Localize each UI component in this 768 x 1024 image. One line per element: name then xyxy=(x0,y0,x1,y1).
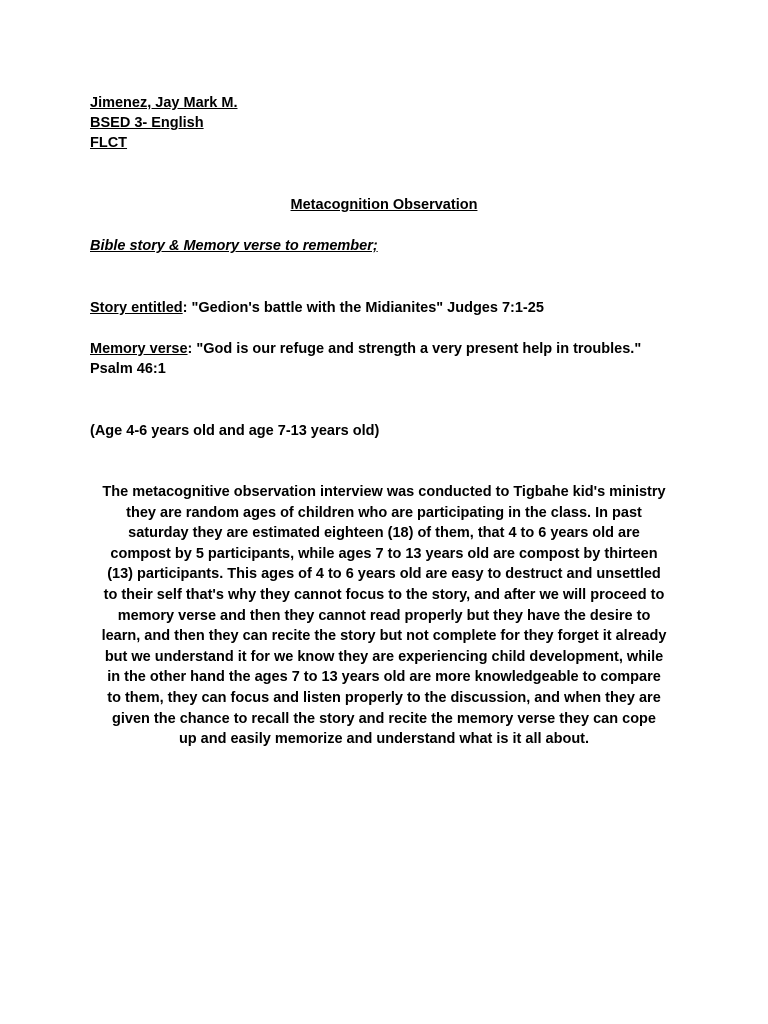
memory-verse-line xyxy=(90,339,641,359)
paragraph-line: compost by 5 participants, while ages 7 to 13 years old are compost by thirteen xyxy=(110,545,658,562)
subject-label: FLCT xyxy=(90,135,128,151)
author-name: Jimenez, Jay Mark M. xyxy=(90,95,238,111)
course-label: BSED 3- English xyxy=(90,115,204,131)
observation-paragraph xyxy=(82,482,686,750)
paragraph-line: they are random ages of children who are participating in the class. In past xyxy=(126,504,642,521)
paragraph-line: to their self that's why they cannot focus to the story, and after we will proceed to xyxy=(103,586,665,603)
memory-verse-text: : "God is our refuge and strength a very present help in troubles." xyxy=(187,341,642,357)
paragraph-line: learn, and then they can recite the story but not complete for they forget it already xyxy=(101,628,667,645)
memory-verse-label: Memory verse xyxy=(90,341,188,357)
paragraph-line: up and easily memorize and understand what is it all about. xyxy=(178,731,590,748)
document-title-text: Metacognition Observation xyxy=(290,197,478,213)
age-groups: (Age 4-6 years old and age 7-13 years old) xyxy=(90,423,380,439)
memory-verse-reference: Psalm 46:1 xyxy=(90,361,166,377)
paragraph-line: memory verse and then they cannot read properly but they have the desire to xyxy=(117,607,651,624)
document-title xyxy=(0,195,768,215)
subheading: Bible story & Memory verse to remember; xyxy=(90,238,378,254)
story-line xyxy=(90,298,544,318)
story-text: : "Gedion's battle with the Midianites" Judges 7:1-25 xyxy=(182,300,544,316)
story-label: Story entitled xyxy=(90,300,183,316)
paragraph-line: to them, they can focus and listen properly to the discussion, and when they are xyxy=(107,689,661,706)
paragraph-line: but we understand it for we know they are experiencing child development, while xyxy=(104,648,664,665)
paragraph-line: The metacognitive observation interview was conducted to Tigbahe kid's ministry xyxy=(102,484,666,500)
paragraph-line: given the chance to recall the story and recite the memory verse they can cope xyxy=(112,710,656,727)
paragraph-line: (13) participants. This ages of 4 to 6 years old are easy to destruct and unsettled xyxy=(107,566,661,583)
paragraph-line: saturday they are estimated eighteen (18) of them, that 4 to 6 years old are xyxy=(128,525,640,542)
paragraph-line: in the other hand the ages 7 to 13 years old are more knowledgeable to compare xyxy=(107,669,661,686)
